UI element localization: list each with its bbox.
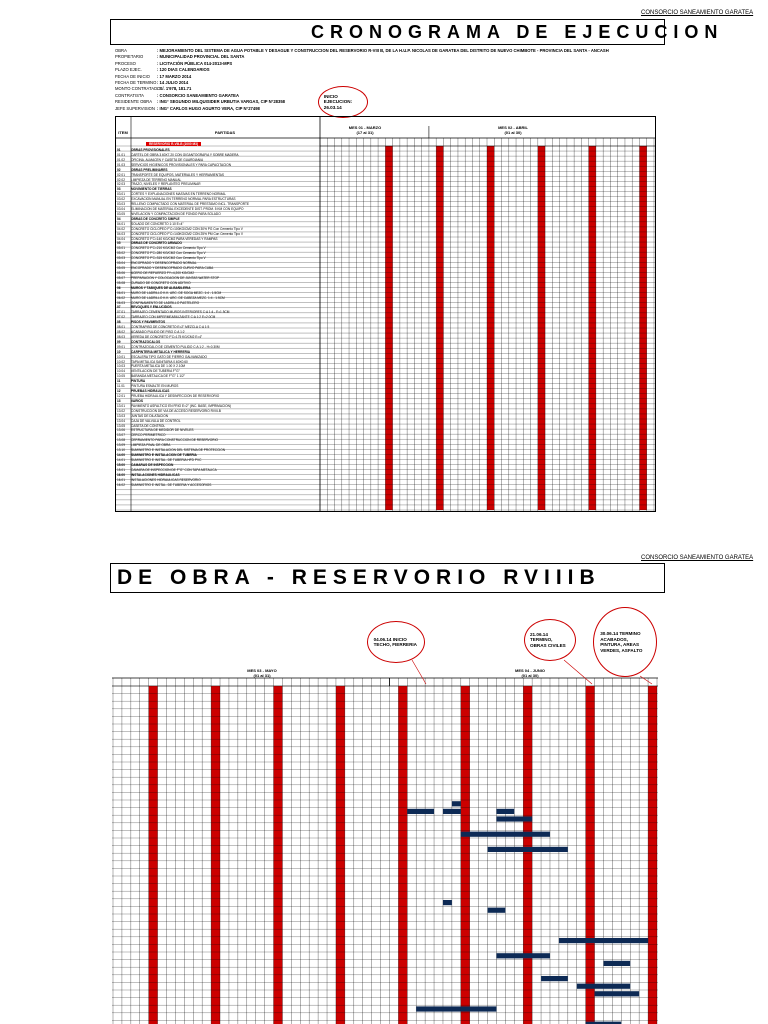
- partida-text: CAMARAS DE INSPECCION: [131, 462, 174, 467]
- info-label: FECHA DE TERMINO: [115, 80, 157, 85]
- partida-code: 16.01: [117, 477, 125, 482]
- partida-code: 14.00: [117, 453, 125, 458]
- partida-text: SUMINISTRO E INSTAL. DE TUBERIA Y ACCESORIOS: [131, 482, 212, 487]
- partida-row: [117, 325, 317, 329]
- info-row: [115, 93, 239, 98]
- partida-row: [117, 463, 317, 467]
- partida-code: 05.06: [117, 271, 125, 275]
- bubble-termino-obras-civiles: [524, 619, 576, 661]
- partida-text: JUNTAS DE DILATACION: [131, 413, 169, 418]
- partida-text: MURO DE LADRILLO K.K. ARC. DE CABEZA MEZC. 1:4 - 1.5CM: [131, 295, 225, 300]
- partida-row: [117, 305, 317, 309]
- partida-text: CONSTRUCCION DE VIA DE ACCESO RESERVORIO RVIII-B: [131, 408, 221, 413]
- partida-text: CONTRAZOCALOS: [131, 339, 161, 344]
- partida-code: 05.04: [117, 261, 125, 266]
- info-value: : S/. 1'978, 181.71: [157, 86, 192, 92]
- activity-bar: [595, 991, 640, 996]
- partida-row: [117, 409, 317, 413]
- partida-code: 03.04: [117, 207, 125, 212]
- partida-text: TARRAJEO CON IMPERMEABILIZANTE C:A 1:2 E=2.0CM: [131, 315, 216, 320]
- partida-code: 05: [117, 241, 121, 246]
- partida-row: [117, 148, 317, 152]
- partida-row: [117, 394, 317, 398]
- partida-text: LIMPIEZA DE TERRENO MANUAL: [131, 177, 182, 182]
- partida-text: NIVELACION Y COMPACTACION DE FONDO PARA SOLADO: [131, 211, 221, 216]
- page-title-2: DE OBRA - RESERVORIO RVIIIB: [117, 566, 601, 589]
- partida-row: [117, 315, 317, 319]
- partida-row: [117, 379, 317, 383]
- month2-days: (01 al 30): [504, 130, 522, 135]
- partida-row: [117, 473, 317, 477]
- partida-code: 10.04: [117, 369, 125, 374]
- bubble-inicio-techo: [367, 621, 425, 663]
- partida-text: OFICINA, ALMACEN Y CASETA DE GUARDIANIA: [131, 157, 204, 162]
- partida-code: 13.04: [117, 418, 125, 423]
- partida-row: [117, 419, 317, 423]
- partida-code: 06.01: [117, 290, 125, 295]
- partida-row: [117, 433, 317, 437]
- partida-code: 14.01: [117, 457, 125, 462]
- partida-row: [117, 458, 317, 462]
- partida-text: CONCRETO F'C=315 KG/CM2 Con Cemento Tipo V: [131, 256, 206, 261]
- partida-code: 15.00: [117, 462, 125, 467]
- partida-row: [117, 448, 317, 452]
- partida-code: 06.03: [117, 300, 125, 305]
- partida-text: SUMINISTRO E INSTALACION DE TUBERIA: [131, 453, 197, 458]
- partida-row: [117, 453, 317, 457]
- partida-code: 05.08: [117, 280, 125, 285]
- partida-code: 03.05: [117, 211, 125, 216]
- partida-code: 08.02: [117, 330, 125, 335]
- partida-row: [117, 374, 317, 378]
- activity-bar: [488, 847, 568, 852]
- sunday-column: [586, 686, 595, 1024]
- partida-text: CORTES Y EXPLANACIONES MASIVAS EN TERRENO NORMAL: [131, 192, 226, 197]
- partida-code: 05.02: [117, 251, 125, 256]
- partida-code: 02: [117, 167, 121, 172]
- partida-code: 07: [117, 305, 121, 310]
- partida-text: ESTRUCTURA DE MEDIDOR DE NIVELES: [131, 428, 194, 433]
- info-value: : ING° CARLOS HUGO AGURTO VERA, CIP N°27498: [157, 105, 260, 111]
- info-value: : MEJORAMIENTO DEL SISTEMA DE AGUA POTABLE Y DESAGUE Y CONSTRUCCION DEL RESERVORIO R-VIII B, DE LA H.U.P. NICOLAS DE GARATEA DEL DISTRITO DE NUEVO CHIMBOTE - PROVINCIA DEL SANTA - ANCASH: [157, 48, 609, 53]
- activity-bar: [496, 816, 532, 821]
- partida-code: 03.03: [117, 202, 125, 207]
- partida-code: 08: [117, 320, 121, 325]
- info-label: CONTRATISTA: [115, 92, 144, 98]
- partida-code: 01.01: [117, 152, 125, 157]
- partida-text: PAVIMENTO ASFALTICO EN FRIO E=2" (INC. BASE, IMPRIMACION): [131, 403, 231, 408]
- info-label: OBRA: [115, 48, 127, 53]
- partida-code: 05.05: [117, 266, 125, 271]
- partida-text: SERVICIOS HIGIENICOS PROVISIONALES Y PARA CAPACITACION: [131, 162, 232, 167]
- partida-row: [117, 310, 317, 314]
- partida-code: 10.01: [117, 354, 125, 359]
- partida-text: CONCRETO F'C=140 KG/CM2 PARA VEREDAS Y RAMPAS: [131, 236, 218, 241]
- consorcio-header-1: CONSORCIO SANEAMIENTO GARATEA: [641, 10, 754, 16]
- partida-code: 10.02: [117, 359, 125, 364]
- partida-code: 02.01: [117, 172, 125, 177]
- partida-row: [117, 281, 317, 285]
- info-row: [115, 67, 210, 72]
- month4-name: MES 04 - JUNIO: [514, 668, 545, 673]
- info-row: [115, 48, 609, 53]
- partida-text: OBRAS DE CONCRETO SIMPLE: [131, 216, 180, 221]
- bubble3-leader: [640, 676, 652, 684]
- partida-text: OBRAS DE CONCRETO ARMADO: [131, 241, 183, 246]
- partida-row: [117, 335, 317, 339]
- partida-row: [117, 389, 317, 393]
- partida-text: TRANSPORTE DE EQUIPOS, MATERIALES Y HERRAMIENTAS: [131, 172, 225, 177]
- partida-row: [117, 360, 317, 364]
- month4-label: [490, 668, 570, 678]
- partida-code: 03.01: [117, 192, 125, 197]
- month1-label: [322, 125, 408, 135]
- sunday-column: [461, 686, 470, 1024]
- partida-text: VARIOS: [131, 398, 143, 403]
- partida-code: 03: [117, 187, 121, 192]
- partida-row: [117, 232, 317, 236]
- partida-text: EXCAVACION MANUAL EN TERRENO NORMAL PARA ESTRUCTURAS: [131, 197, 236, 202]
- partida-row: [117, 256, 317, 260]
- title-box-2: [110, 563, 665, 593]
- partida-text: ENCOFRADO Y DESENCOFRADO NORMAL: [131, 261, 197, 266]
- partida-row: [117, 404, 317, 408]
- partida-text: CERCO PERIMETRICO: [131, 433, 166, 438]
- partida-text: CAMARA DE INSPECCION DE F°G° CON TAPA METALICA: [131, 467, 217, 472]
- partida-row: [117, 286, 317, 290]
- partida-row: [117, 158, 317, 162]
- partida-code: 10: [117, 349, 121, 354]
- partida-text: TARRAJEO CEMENTADO MUROS INTERIORES C:A 1:4 - E=1.5CM: [131, 310, 230, 315]
- partida-row: [117, 340, 317, 344]
- partida-row: [117, 384, 317, 388]
- partida-text: PINTURA ESMALTE EN MUROS: [131, 384, 179, 389]
- partida-text: ACERO DE REFUERZO FY=4,200 KG/CM2: [131, 271, 194, 275]
- partida-text: PREPARACION Y COLOCACION DE JUNTAS WATER STOP: [131, 275, 220, 280]
- sunday-column: [211, 686, 220, 1024]
- partida-text: RELLENO COMPACTADO CON MATERIAL DE PRESTAMO INCL. TRANSPORTE: [131, 202, 250, 207]
- partida-text: CASETA DE CONTROL: [131, 423, 166, 428]
- partida-text: PISOS Y PAVIMENTOS: [131, 320, 166, 325]
- partida-row: [117, 291, 317, 295]
- info-row: [115, 74, 191, 79]
- partida-text: CARTEL DE OBRA 3.60X7.20 CON GIGANTOGRAFIA Y SOBRE MADERA: [131, 152, 239, 157]
- partida-text: OBRAS PROVISIONALES: [131, 148, 170, 152]
- partida-text: VEREDA DE CONCRETO F'C=175 KG/CM2 E=4": [131, 334, 203, 339]
- activity-bar: [496, 809, 514, 814]
- partida-code: 05.07: [117, 275, 125, 280]
- partida-row: [117, 173, 317, 177]
- partida-row: [117, 187, 317, 191]
- partida-code: 01: [117, 148, 121, 152]
- partida-code: 01.02: [117, 157, 125, 162]
- month4-days: (01 al 30): [521, 673, 539, 678]
- partida-code: 10.03: [117, 364, 125, 369]
- partida-row: [117, 399, 317, 403]
- partida-text: SOLADO DE CONCRETO 1:10 E=4": [131, 221, 184, 226]
- partida-code: 05.03: [117, 256, 125, 261]
- info-label: PLAZO EJEC.: [115, 67, 142, 73]
- info-row: [115, 99, 285, 104]
- partida-text: PUERTA METALICA DE 1.00 X 2.10M: [131, 364, 186, 369]
- month3-label: [222, 668, 302, 678]
- partida-row: [117, 414, 317, 418]
- partida-row: [117, 182, 317, 186]
- partida-code: 13.01: [117, 403, 125, 408]
- partida-text: REVOQUES Y ENLUCIDOS: [131, 305, 172, 310]
- sunday-column: [398, 686, 407, 1024]
- activity-bar: [461, 832, 550, 837]
- partida-text: LIMPIEZA FINAL DE OBRA: [131, 443, 171, 448]
- partida-row: [117, 153, 317, 157]
- partida-code: 16.00: [117, 472, 125, 477]
- month3-days: (01 al 31): [253, 673, 271, 678]
- partida-row: [117, 443, 317, 447]
- info-value: : MUNICIPALIDAD PROVINCIAL DEL SANTA: [157, 54, 245, 60]
- partida-code: 13.09: [117, 443, 125, 448]
- partida-row: [117, 251, 317, 255]
- partida-text: CONTRAZOCALO DE CEMENTO PULIDO C:A 1:2 - H=0.30M: [131, 344, 220, 349]
- info-row: [115, 86, 191, 91]
- partida-code: 09: [117, 339, 121, 344]
- partida-code: 03.02: [117, 197, 125, 202]
- info-label: PROCESO: [115, 60, 136, 66]
- partida-row: [117, 271, 317, 275]
- partida-row: [117, 192, 317, 196]
- partida-text: INSTALACIONES HIDRAULICAS: [131, 472, 180, 477]
- partida-code: 06.02: [117, 295, 125, 300]
- partida-row: [117, 212, 317, 216]
- partida-text: PINTURA: [131, 379, 146, 384]
- partida-text: SUMINISTRO E INSTALACION DEL SISTEMA DE PROTECCION: [131, 448, 226, 453]
- bubble-termino-acabados: [593, 607, 657, 677]
- info-label: RESIDENTE OBRA: [115, 99, 152, 105]
- activity-bar: [407, 809, 434, 814]
- partida-code: 02.03: [117, 182, 125, 187]
- partida-text: ESCALERA TIPO GATO DE FIERRO GALVANIZADO: [131, 354, 208, 359]
- partida-text: ACABADO PULIDO DE PISO C:A 1:2: [131, 330, 185, 335]
- sunday-column: [648, 686, 657, 1024]
- partida-text: MUROS Y TABIQUES DE ALBAÑILERIA: [131, 285, 191, 290]
- partida-code: 07.02: [117, 315, 125, 320]
- title-box-1: [110, 19, 724, 45]
- partida-code: 13.07: [117, 433, 125, 438]
- partida-text: CONCRETO F'C=210 KG/CM2 Con Cemento Tipo V: [131, 246, 206, 251]
- partida-code: 10.05: [117, 374, 125, 379]
- col-partidas-header: PARTIDAS: [214, 130, 236, 135]
- activity-bar: [496, 953, 550, 958]
- inicio-ejecucion-text: INICIO EJECUCION: 26.03.14: [323, 93, 353, 110]
- info-label: MONTO CONTRATADO: [115, 86, 161, 92]
- bubble-termino-obras-civiles-text: 21.06.14 TERMINO, OBRAS CIVILES: [530, 631, 566, 648]
- partida-code: 12.01: [117, 394, 125, 398]
- partida-row: [117, 320, 317, 324]
- partida-code: 04: [117, 216, 121, 221]
- activity-bar: [577, 984, 631, 989]
- month1-days: (17 al 31): [356, 130, 374, 135]
- partida-text: OBRAS PRELIMINARES: [131, 167, 168, 172]
- partida-text: CAJA DE VALVULA DE CONTROL: [131, 418, 181, 423]
- info-label: FECHA DE INICIO: [115, 73, 150, 79]
- partida-row: [117, 350, 317, 354]
- info-value: : 120 DIAS CALENDARIOS: [157, 67, 210, 73]
- bubble-inicio-techo-text: 04.06.14 INICIO TECHO, FIERRERIA: [373, 636, 417, 647]
- gantt-chart-page2: [112, 610, 658, 1024]
- partida-code: 13.08: [117, 438, 125, 443]
- month3-name: MES 03 - MAYO: [247, 668, 277, 673]
- partida-text: MURO DE LADRILLO K.K. ARC. DE SOGA MEZC. 1:4 - 1.5CM: [131, 290, 222, 295]
- partida-text: INSTALACIONES HIDRAULICAS RESERVORIO: [131, 477, 201, 482]
- partida-text: SUMINISTRO E INSTAL. DE TUBERIA HFD PVC: [131, 457, 202, 462]
- partida-row: [117, 237, 317, 241]
- partida-code: 04.02: [117, 226, 125, 231]
- partida-text: TAPA METALICA SANITARIA 0.60X0.60: [131, 359, 188, 364]
- sunday-column: [523, 686, 532, 1024]
- partida-code: 04.03: [117, 231, 125, 236]
- partida-code: 05.01: [117, 246, 125, 251]
- partida-code: 13.02: [117, 408, 125, 413]
- partida-text: PRUEBAS HIDRAULICAS: [131, 389, 170, 394]
- partida-code: 15.01: [117, 467, 125, 472]
- partida-code: 07.01: [117, 310, 125, 315]
- partida-code: 06: [117, 285, 121, 290]
- partida-text: MOVIMIENTO DE TIERRAS: [131, 187, 172, 192]
- partida-code: 13.10: [117, 448, 125, 453]
- partida-row: [117, 266, 317, 270]
- activity-bar: [443, 809, 461, 814]
- partida-row: [117, 345, 317, 349]
- partida-code: 08.01: [117, 325, 125, 330]
- partidas-red-title: RESERVORIO R-VIII-B (1000 M3): [146, 142, 201, 146]
- activity-bar: [452, 801, 461, 806]
- partida-text: CONCRETO F'C=280 KG/CM2 Con Cemento Tipo V: [131, 251, 206, 256]
- bubble1-leader: [412, 660, 426, 684]
- partida-text: CONFINAMIENTO DE LADRILLO PASTELERO: [131, 300, 200, 305]
- activity-bar: [443, 900, 452, 905]
- page-title-1: CRONOGRAMA DE EJECUCION: [311, 22, 724, 42]
- info-label: PROPIETARIO: [115, 54, 144, 60]
- info-value: : LICITACIÓN PÚBLICA 014-2013-MPS: [157, 60, 233, 66]
- info-value: : 14 JULIO 2014: [157, 80, 189, 85]
- activity-bar: [603, 961, 630, 966]
- partida-row: [117, 428, 317, 432]
- activity-bar: [541, 976, 568, 981]
- partida-row: [117, 246, 317, 250]
- partida-code: 01.03: [117, 162, 125, 167]
- partida-row: [117, 178, 317, 182]
- info-row: [115, 61, 232, 66]
- partida-row: [117, 424, 317, 428]
- partida-text: ENCOFRADO Y DESENCOFRADO CURVO PARA CUBA: [131, 266, 214, 271]
- partida-code: 13.05: [117, 423, 125, 428]
- partida-row: [117, 241, 317, 245]
- partida-code: 12: [117, 389, 121, 394]
- partida-code: 02.02: [117, 177, 125, 182]
- partida-code: 13: [117, 398, 121, 403]
- info-row: [115, 80, 188, 85]
- partida-text: CONCRETO CICLOPEO F'C=100KG/CM2 CON 30% PG Con Cemento Tipo V: [131, 226, 243, 231]
- partida-row: [117, 369, 317, 373]
- partida-row: [117, 478, 317, 482]
- partida-row: [117, 163, 317, 167]
- partida-text: CONCRETO CICLOPEO F'C=140KG/CM2 CON 25% PM Con Cemento Tipo V: [131, 231, 244, 236]
- partida-row: [117, 276, 317, 280]
- partida-text: CURADO DE CONCRETO CON ADITIVO: [131, 280, 191, 285]
- partida-code: 09.01: [117, 344, 125, 349]
- partida-row: [117, 301, 317, 305]
- partida-text: PRUEBA HIDRAULICA Y DESINFECCION DE RESERVORIO: [131, 394, 220, 398]
- partida-code: 16.02: [117, 482, 125, 487]
- partida-row: [117, 217, 317, 221]
- info-value: : ING° SEGUNDO MILQUISIDER URBUTIA VARGAS, CIP N°28358: [157, 99, 285, 105]
- partida-code: 08.03: [117, 334, 125, 339]
- sunday-column: [274, 686, 283, 1024]
- info-value: : CONSORCIO SANEAMIENTO GARATEA: [157, 92, 239, 98]
- partida-text: BARANDA METALICA DE F°G° 1 1/2": [131, 374, 185, 379]
- partida-text: ELIMINACION DE MATERIAL EXCEDENTE DIST. PROM. 5 KM CON EQUIPO: [131, 207, 244, 212]
- partida-row: [117, 207, 317, 211]
- partida-text: CARPINTERIA METALICA Y HERRERIA: [131, 349, 191, 354]
- partida-text: CERRAMIENTO PARA CONSTRUCCION DE RESERVORIO: [131, 438, 218, 443]
- partida-row: [117, 296, 317, 300]
- partida-row: [117, 483, 317, 487]
- partida-row: [117, 438, 317, 442]
- bubble-termino-acabados-text: 30.06.14 TERMINO ACABADOS, PINTURA, AREAS VERDES, ASFALTO: [600, 631, 643, 653]
- partida-text: TRAZO, NIVELES Y REPLANTEO PRELIMINAR: [131, 182, 201, 187]
- partida-row: [117, 330, 317, 334]
- activity-bar: [416, 1006, 496, 1011]
- partida-code: 04.01: [117, 221, 125, 226]
- month2-label: [470, 125, 556, 135]
- partida-code: 13.03: [117, 413, 125, 418]
- info-row: [115, 106, 260, 111]
- info-row: [115, 54, 244, 59]
- partida-code: 11.01: [117, 384, 125, 389]
- month1-name: MES 01 - MARZO: [348, 125, 382, 130]
- consorcio-header-2: CONSORCIO SANEAMIENTO GARATEA: [641, 555, 754, 561]
- partida-row: [117, 355, 317, 359]
- partida-row: [117, 168, 317, 172]
- month2-name: MES 02 - ABRIL: [498, 125, 528, 130]
- partida-row: [117, 197, 317, 201]
- partida-row: [117, 364, 317, 368]
- partida-row: [117, 468, 317, 472]
- activity-bar: [559, 938, 648, 943]
- partida-text: CONTRAPISO DE CONCRETO E=2" MEZCLA C:A 1:5: [131, 325, 210, 330]
- partida-code: 11: [117, 379, 121, 384]
- partida-row: [117, 222, 317, 226]
- col-item-header: ITEM: [118, 130, 128, 135]
- inicio-ejecucion-bubble: [318, 86, 368, 118]
- partida-code: 04.04: [117, 236, 125, 241]
- sunday-column: [336, 686, 345, 1024]
- sunday-column: [149, 686, 158, 1024]
- info-value: : 17 MARZO 2014: [157, 73, 192, 79]
- partida-row: [117, 227, 317, 231]
- info-label: JEFE SUPERVISION: [115, 105, 155, 111]
- activity-bar: [488, 908, 506, 913]
- partida-text: VENTILACION DE TUBERIA F°G°: [131, 369, 180, 374]
- partida-code: 13.06: [117, 428, 125, 433]
- partida-row: [117, 261, 317, 265]
- partida-row: [117, 202, 317, 206]
